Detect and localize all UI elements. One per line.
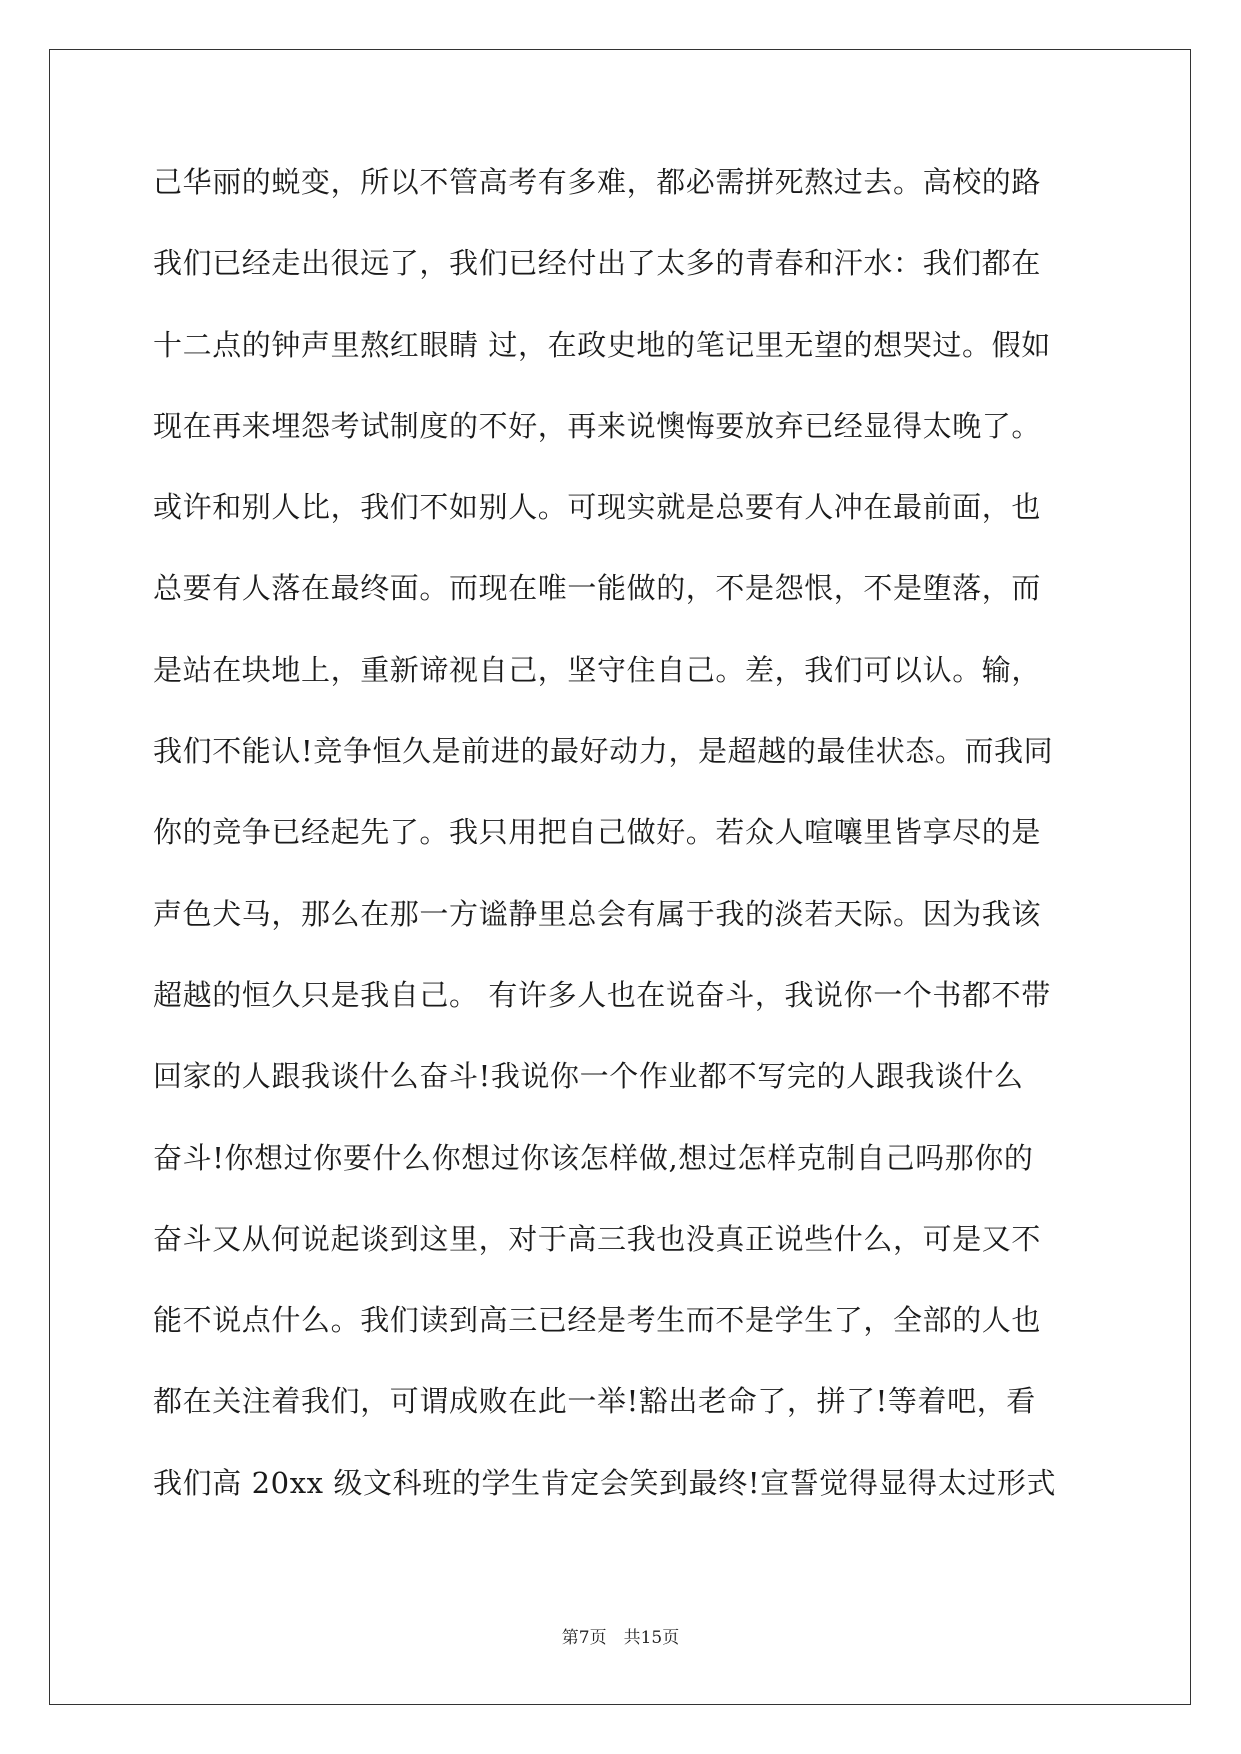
text-line: 己华丽的蜕变，所以不管高考有多难，都必需拼死熬过去。高校的路 [153, 165, 1042, 199]
page-number: 第7页 共15页 [561, 1628, 680, 1648]
text-line: 总要有人落在最终面。而现在唯一能做的，不是怨恨，不是堕落，而 [153, 571, 1042, 606]
text-line: 或许和别人比，我们不如别人。可现实就是总要有人冲在最前面，也 [153, 490, 1042, 525]
text-line: 奋斗又从何说起谈到这里，对于高三我也没真正说些什么，可是又不 [153, 1221, 1042, 1256]
text-line: 现在再来埋怨考试制度的不好，再来说懊悔要放弃已经显得太晚了。 [153, 408, 1042, 443]
text-line: 都在关注着我们，可谓成败在此一举!豁出老命了，拼了!等着吧，看 [153, 1384, 1036, 1419]
text-line: 声色犬马，那么在那一方谧静里总会有属于我的淡若天际。因为我该 [153, 896, 1042, 931]
text-line: 我们已经走出很远了，我们已经付出了太多的青春和汗水：我们都在 [153, 246, 1042, 281]
text-line: 回家的人跟我谈什么奋斗!我说你一个作业都不写完的人跟我谈什么 [153, 1059, 1024, 1094]
text-line: 超越的恒久只是我自己。 有许多人也在说奋斗，我说你一个书都不带 [153, 977, 1051, 1012]
text-line: 是站在块地上，重新谛视自己，坚守住自己。差，我们可以认。输， [153, 652, 1042, 687]
text-line: 十二点的钟声里熬红眼睛 过，在政史地的笔记里无望的想哭过。假如 [153, 327, 1051, 362]
text-line: 我们高 20xx 级文科班的学生肯定会笑到最终!宣誓觉得显得太过形式 [153, 1465, 1057, 1500]
text-line: 奋斗!你想过你要什么你想过你该怎样做,想过怎样克制自己吗那你的 [153, 1140, 1034, 1175]
text-line: 能不说点什么。我们读到高三已经是考生而不是学生了，全部的人也 [153, 1303, 1042, 1338]
text-line: 我们不能认!竞争恒久是前进的最好动力，是超越的最佳状态。而我同 [153, 734, 1054, 769]
body-text [153, 162, 1093, 1544]
text-line: 你的竞争已经起先了。我只用把自己做好。若众人喧嚷里皆享尽的是 [153, 815, 1042, 850]
